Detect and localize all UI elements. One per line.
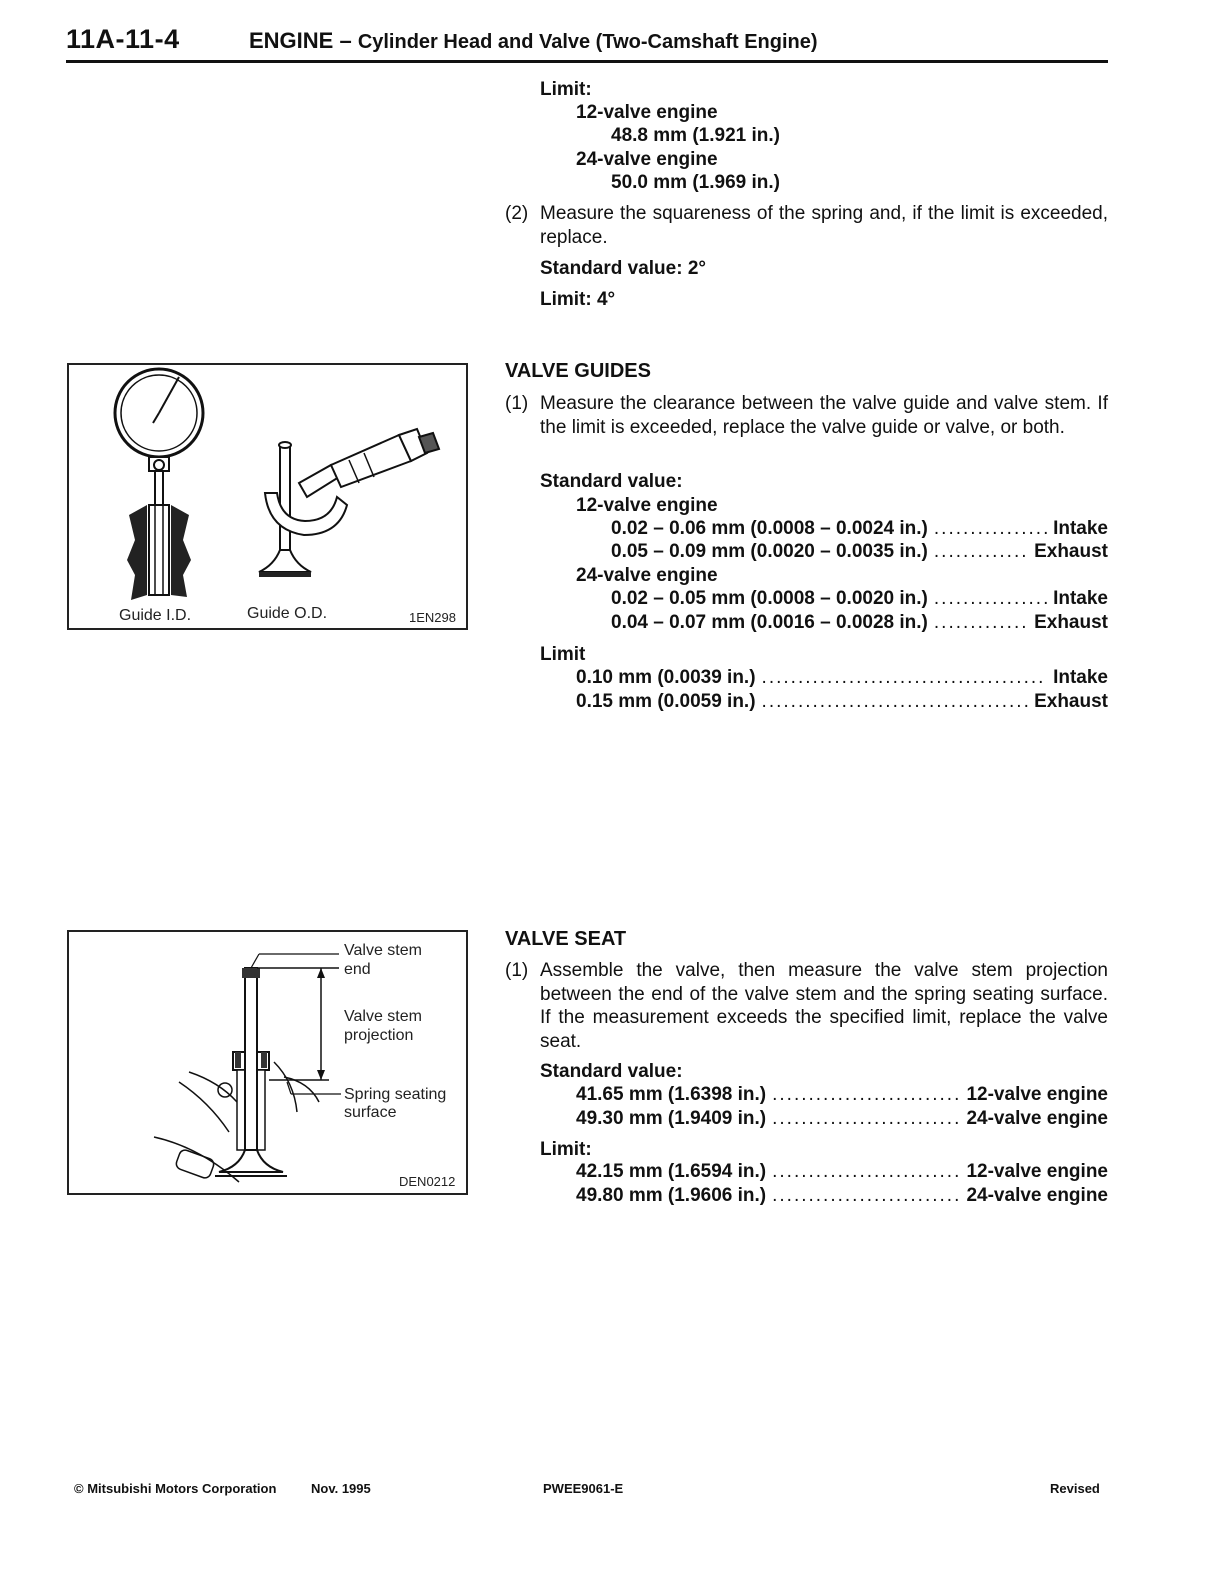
spec-type: 24-valve engine xyxy=(966,1185,1108,1206)
page-title-main: ENGINE – xyxy=(249,28,358,53)
spec-value: 42.15 mm (1.6594 in.) xyxy=(576,1161,767,1182)
spec-type: Intake xyxy=(1053,518,1108,539)
valve-seat-limit-label: Limit: xyxy=(540,1139,592,1160)
spec-type: Intake xyxy=(1053,588,1108,609)
spring-12-value: 48.8 mm (1.921 in.) xyxy=(611,125,780,146)
valve-guides-step1-text: Measure the clearance between the valve guide and valve stem. If the limit is exceeded, replace the valve guide or valve, or both. xyxy=(540,393,1108,438)
spec-type: Exhaust xyxy=(1034,691,1108,712)
spec-row xyxy=(576,1184,1108,1207)
footer-date: Nov. 1995 xyxy=(311,1481,371,1496)
leader-dots xyxy=(772,1107,960,1130)
spring-12-label: 12-valve engine xyxy=(576,102,718,123)
spec-type: Exhaust xyxy=(1034,541,1108,562)
page-title xyxy=(249,28,818,54)
valve-guides-step1-number: (1) xyxy=(505,393,529,414)
valve-seat-standard-label: Standard value: xyxy=(540,1061,683,1082)
spec-row xyxy=(611,611,1108,634)
spec-value: 0.15 mm (0.0059 in.) xyxy=(576,691,756,712)
figure2-label-projection-line2: projection xyxy=(344,1027,414,1044)
figure2-label-seating-line2: surface xyxy=(344,1104,397,1121)
spring-24-label: 24-valve engine xyxy=(576,149,718,170)
spec-value: 49.80 mm (1.9606 in.) xyxy=(576,1185,767,1206)
figure1-code: 1EN298 xyxy=(409,610,456,625)
spec-value: 0.10 mm (0.0039 in.) xyxy=(576,667,756,688)
leader-dots xyxy=(772,1083,960,1106)
spec-type: 24-valve engine xyxy=(966,1108,1108,1129)
valve-guides-limit-label: Limit xyxy=(540,644,586,665)
figure2-label-stem-end-line1: Valve stem xyxy=(344,942,422,959)
footer-doc-code: PWEE9061-E xyxy=(543,1481,624,1496)
spring-step2-text: Measure the squareness of the spring and, if the limit is exceeded, replace. xyxy=(540,203,1108,248)
leader-dots xyxy=(762,690,1029,713)
header-rule xyxy=(66,60,1108,63)
spec-value: 49.30 mm (1.9409 in.) xyxy=(576,1108,767,1129)
footer-copyright: © Mitsubishi Motors Corporation xyxy=(74,1481,277,1496)
spring-standard-value: Standard value: 2° xyxy=(540,258,706,279)
spec-row xyxy=(611,517,1108,540)
spec-type: Exhaust xyxy=(1034,612,1108,633)
figure2-label-stem-end-line2: end xyxy=(344,961,371,978)
valve-guides-standard-label: Standard value: xyxy=(540,471,683,492)
spec-row xyxy=(576,1107,1108,1130)
valve-stem-projection-illustration xyxy=(69,932,466,1193)
spec-value: 41.65 mm (1.6398 in.) xyxy=(576,1084,767,1105)
leader-dots xyxy=(762,666,1048,689)
spring-limit-value: Limit: 4° xyxy=(540,289,616,310)
page-header xyxy=(66,24,1108,62)
spec-value: 0.04 – 0.07 mm (0.0016 – 0.0028 in.) xyxy=(611,612,928,633)
valve-guides-12-label: 12-valve engine xyxy=(576,495,718,516)
spec-type: Intake xyxy=(1053,667,1108,688)
spec-value: 0.02 – 0.06 mm (0.0008 – 0.0024 in.) xyxy=(611,518,928,539)
figure2-label-seating-line1: Spring seating xyxy=(344,1086,447,1103)
footer-status: Revised xyxy=(1050,1481,1100,1496)
spec-row xyxy=(611,587,1108,610)
dial-gauge-micrometer-illustration xyxy=(69,365,466,628)
valve-guides-heading: VALVE GUIDES xyxy=(505,360,651,382)
valve-seat-heading: VALVE SEAT xyxy=(505,928,627,950)
figure1-label-guide-id: Guide I.D. xyxy=(119,607,192,624)
valve-seat-step1-text: Assemble the valve, then measure the valve stem projection between the end of the valve stem and the spring seating surface. If the measurement exceeds the specified limit, replace the valve seat. xyxy=(540,960,1108,1052)
valve-seat-step1-number: (1) xyxy=(505,960,529,981)
leader-dots xyxy=(772,1160,960,1183)
leader-dots xyxy=(934,540,1028,563)
figure2-label-projection-line1: Valve stem xyxy=(344,1008,422,1025)
page-number: 11A-11-4 xyxy=(66,24,180,54)
figure2-code: DEN0212 xyxy=(399,1174,456,1189)
spec-row xyxy=(576,1083,1108,1106)
leader-dots xyxy=(934,587,1047,610)
spec-value: 0.05 – 0.09 mm (0.0020 – 0.0035 in.) xyxy=(611,541,928,562)
spec-row xyxy=(576,666,1108,689)
spec-type: 12-valve engine xyxy=(966,1084,1108,1105)
figure-guide-measurement xyxy=(67,363,468,630)
page-title-sub: Cylinder Head and Valve (Two-Camshaft Engine) xyxy=(357,31,818,53)
figure-valve-stem-projection xyxy=(67,930,468,1195)
spec-row xyxy=(576,1160,1108,1183)
leader-dots xyxy=(934,517,1047,540)
figure1-label-guide-od: Guide O.D. xyxy=(247,605,328,622)
leader-dots xyxy=(772,1184,960,1207)
spring-24-value: 50.0 mm (1.969 in.) xyxy=(611,172,780,193)
valve-guides-24-label: 24-valve engine xyxy=(576,565,718,586)
spec-type: 12-valve engine xyxy=(966,1161,1108,1182)
spring-step2-number: (2) xyxy=(505,203,529,224)
spec-row xyxy=(611,540,1108,563)
spring-limit-label: Limit: xyxy=(540,79,592,100)
spec-value: 0.02 – 0.05 mm (0.0008 – 0.0020 in.) xyxy=(611,588,928,609)
spec-row xyxy=(576,690,1108,713)
leader-dots xyxy=(934,611,1028,634)
